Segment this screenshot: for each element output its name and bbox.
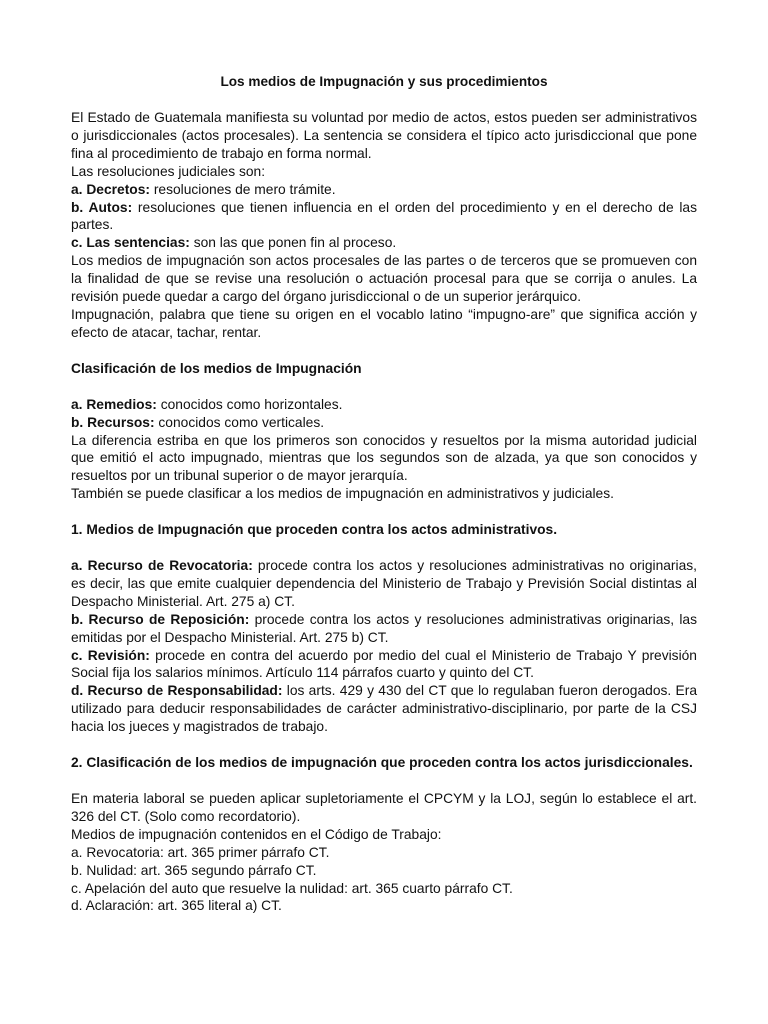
section2-paragraph-1: En materia laboral se pueden aplicar supletoriamente el CPCYM y la LOJ, según lo establece el art. 326 del CT. (Solo como recordatorio). [71,791,697,824]
item-label: a. Remedios: [71,396,157,412]
classification-paragraph-2: También se puede clasificar a los medios de impugnación en administrativos y judiciales. [71,486,614,502]
item-label: a. Recurso de Revocatoria: [71,558,253,574]
section1-item-reposicion [71,611,697,647]
classification-item-recursos [71,414,697,432]
section2-list-item: a. Revocatoria: art. 365 primer párrafo CT. [71,844,330,860]
spacer [71,772,697,790]
section2-list-item: c. Apelación del auto que resuelve la nulidad: art. 365 cuarto párrafo CT. [71,880,513,896]
item-text: procede contra los actos y resoluciones administrativas no originarias, es decir, las que emite cualquier dependencia del Ministerio de Trabajo y Previsión Social distintas al Despacho Ministerial. Art. 275 a) CT. [71,558,697,609]
section1-item-revision [71,647,697,683]
spacer [71,378,697,396]
section2-paragraph-2: Medios de impugnación contenidos en el Código de Trabajo: [71,826,442,842]
spacer [71,342,697,360]
section2-heading: 2. Clasificación de los medios de impugnación que proceden contra los actos jurisdiccionales. [71,755,693,771]
spacer [71,503,697,521]
intro-paragraph-3: Los medios de impugnación son actos procesales de las partes o de terceros que se promueven con la finalidad de que se revise una resolución o actuación procesal para que se corrija o anules. La revisión puede quedar a cargo del órgano jurisdiccional o de un superior jerárquico. [71,253,697,305]
item-text: los arts. 429 y 430 del CT que lo regulaban fueron derogados. Era utilizado para deducir responsabilidades de carácter administrativo-disciplinario, por parte de la CSJ hacia los jueces y magistrados de trabajo. [71,683,697,735]
item-label: b. Recursos: [71,414,155,430]
section1-item-revocatoria [71,557,697,611]
intro-paragraph-4: Impugnación, palabra que tiene su origen en el vocablo latino “impugno-are” que significa acción y efecto de atacar, tachar, rentar. [71,306,697,340]
item-label: a. Decretos: [71,181,150,197]
item-text: procede en contra del acuerdo por medio del cual el Ministerio de Trabajo Y previsión Social fija los salarios mínimos. Artículo 114 párrafos cuarto y quinto del CT. [71,647,697,681]
resolution-item-sentencias [71,234,697,252]
spacer [71,539,697,557]
item-label: c. Revisión: [71,647,150,663]
item-text: conocidos como verticales. [154,414,325,430]
item-text: conocidos como horizontales. [156,396,343,412]
item-label: d. Recurso de Responsabilidad: [71,683,283,699]
section2-list-item: b. Nulidad: art. 365 segundo párrafo CT. [71,862,317,878]
item-text: resoluciones de mero trámite. [149,181,336,197]
spacer [71,736,697,754]
item-text: resoluciones que tienen influencia en el orden del procedimiento y en el derecho de las partes. [71,199,698,233]
item-text: procede contra los actos y resoluciones administrativas originarias, las emitidas por el Despacho Ministerial. Art. 275 b) CT. [71,611,697,645]
resolution-item-autos [71,199,697,235]
intro-paragraph-2: Las resoluciones judiciales son: [71,163,266,179]
classification-paragraph-1: La diferencia estriba en que los primeros son conocidos y resueltos por la misma autoridad judicial que emitió el acto impugnado, mientras que los segundos son de alzada, ya que son conocidos y resueltos por un tribunal superior o de mayor jerarquía. [71,432,697,484]
section2-list-item: d. Aclaración: art. 365 literal a) CT. [71,898,282,914]
document-title: Los medios de Impugnación y sus procedimientos [220,74,548,89]
classification-heading: Clasificación de los medios de Impugnación [71,360,362,376]
item-text: son las que ponen fin al proceso. [189,235,397,251]
intro-paragraph-1: El Estado de Guatemala manifiesta su voluntad por medio de actos, estos pueden ser administrativos o jurisdiccionales (actos procesales). La sentencia se considera el típico acto jurisdiccional que pone fina al procedimiento de trabajo en forma normal. [71,110,697,161]
item-label: b. Autos: [71,199,133,215]
item-label: c. Las sentencias: [71,235,190,251]
item-label: b. Recurso de Reposición: [71,611,250,627]
classification-item-remedios [71,396,697,414]
resolution-item-decretos [71,181,697,199]
section1-heading: 1. Medios de Impugnación que proceden contra los actos administrativos. [71,522,558,538]
section1-item-responsabilidad [71,682,697,736]
